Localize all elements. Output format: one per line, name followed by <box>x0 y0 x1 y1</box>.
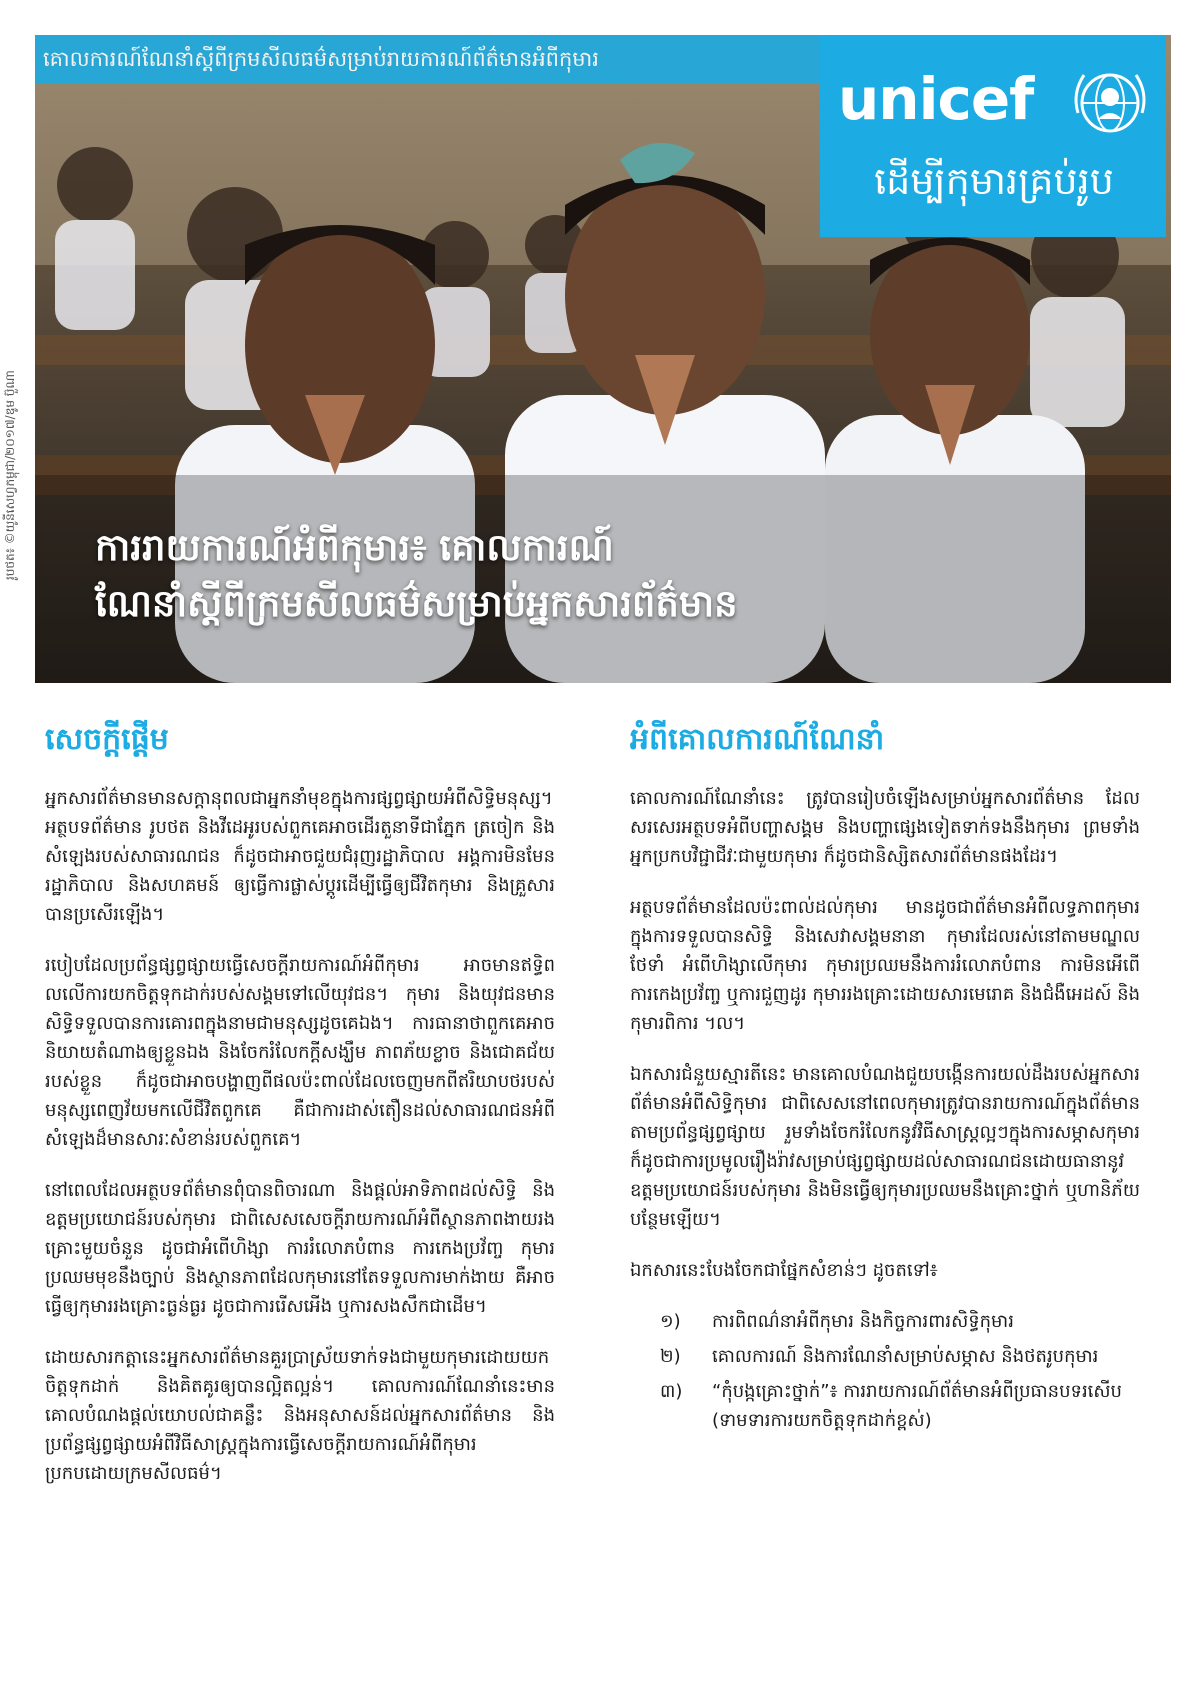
logo-tagline: ដើម្បីកុមារគ្រប់រូប <box>874 159 1114 203</box>
list-item-number: ៣) <box>660 1381 683 1402</box>
list-item <box>660 1377 1140 1435</box>
document-header-bar: គោលការណ៍ណែនាំស្តីពីក្រមសីលធម៌សម្រាប់រាយការណ៍ព័ត៌មានអំពីកុមារ <box>35 35 920 83</box>
about-paragraph: ឯកសារនេះបែងចែកជាផ្នែកសំខាន់ៗ ដូចតទៅ៖ <box>630 1260 938 1281</box>
main-title-line-1: ការរាយការណ៍អំពីកុមារ៖ គោលការណ៍ <box>95 526 614 569</box>
unicef-emblem-icon <box>1070 63 1150 143</box>
about-heading: អំពីគោលការណ៍ណែនាំ <box>630 722 885 757</box>
intro-column <box>45 720 555 1510</box>
intro-paragraph: អ្នកសារព័ត៌មានមានសក្តានុពលជាអ្នកនាំមុខក្នុងការផ្សព្វផ្សាយអំពីសិទ្ធិមនុស្ស។ អត្ថបទព័ត៌មាន រូបថត និងវីដេអូរបស់ពួកគេអាចដើរតួនាទីជាភ្នែក ត្រចៀក និងសំឡេងរបស់សាធារណជន ក៏ដូចជាអាចជួយជំរុញរដ្ឋាភិបាល អង្គការមិនមែនរដ្ឋាភិបាល និងសហគមន៍ ឲ្យធ្វើការផ្លាស់ប្តូរដើម្បីធ្វើឲ្យជីវិតកុមារ និងគ្រួសារបានប្រសើរឡើង។ <box>45 788 555 925</box>
list-item-number: ២) <box>660 1346 681 1367</box>
about-paragraph: គោលការណ៍ណែនាំនេះ ត្រូវបានរៀបចំឡើងសម្រាប់អ្នកសារព័ត៌មាន ដែលសរសេរអត្ថបទអំពីបញ្ហាសង្គម និងបញ្ហាផ្សេងទៀតទាក់ទងនឹងកុមារ ព្រមទាំងអ្នកប្រកបវិជ្ជាជីវៈជាមួយកុមារ ក៏ដូចជានិស្សិតសារព័ត៌មានផងដែរ។ <box>630 788 1140 867</box>
logo-wordmark: unicef <box>838 65 1034 133</box>
intro-paragraph: នៅពេលដែលអត្ថបទព័ត៌មានពុំបានពិចារណា និងផ្តល់អាទិភាពដល់សិទ្ធិ និងឧត្តមប្រយោជន៍របស់កុមារ ជាពិសេសសេចក្តីរាយការណ៍អំពីស្ថានភាពងាយរងគ្រោះមួយចំនួន ដូចជាអំពើហិង្សា ការរំលោភបំពាន ការកេងប្រវ័ញ្ច កុមារប្រឈមមុខនឹងច្បាប់ និងស្ថានភាពដែលកុមារនៅតែទទួលការមាក់ងាយ គឺអាចធ្វើឲ្យកុមាររងគ្រោះធ្ងន់ធ្ងរ ដូចជាការរើសអើង ឬការសងសឹកជាដើម។ <box>45 1180 555 1317</box>
list-item-text: “កុំបង្កគ្រោះថ្នាក់”៖ ការរាយការណ៍ព័ត៌មានអំពីប្រធានបទរសើប (ទាមទារការយកចិត្តទុកដាក់ខ្ពស់) <box>712 1381 1122 1431</box>
intro-paragraph: របៀបដែលប្រព័ន្ធផ្សព្វផ្សាយធ្វើសេចក្តីរាយការណ៍អំពីកុមារ អាចមានឥទ្ធិពលលើការយកចិត្តទុកដាក់របស់សង្គមទៅលើយុវជន។ កុមារ និងយុវជនមានសិទ្ធិទទួលបានការគោរពក្នុងនាមជាមនុស្សដូចគេឯង។ ការធានាថាពួកគេអាចនិយាយតំណាងឲ្យខ្លួនឯង និងចែករំលែកក្តីសង្ឃឹម ភាពភ័យខ្លាច និងជោគជ័យរបស់ខ្លួន ក៏ដូចជាអាចបង្ហាញពីផលប៉ះពាល់ដែលចេញមកពីឥរិយាបថរបស់មនុស្សពេញវ័យមកលើជីវិតពួកគេ គឺជាការដាស់តឿនដល់សាធារណជនអំពីសំឡេងដ៏មានសារៈសំខាន់របស់ពួកគេ។ <box>45 955 555 1150</box>
list-item-number: ១) <box>660 1311 681 1332</box>
intro-paragraph: ដោយសារកត្តានេះអ្នកសារព័ត៌មានគួរប្រាស្រ័យទាក់ទងជាមួយកុមារដោយយកចិត្តទុកដាក់ និងគិតគូរឲ្យបានល្អិតល្អន់។ គោលការណ៍ណែនាំនេះមានគោលបំណងផ្តល់យោបល់ជាគន្លឹះ និងអនុសាសន៍ដល់អ្នកសារព័ត៌មាន និងប្រព័ន្ធផ្សព្វផ្សាយអំពីវិធីសាស្ត្រក្នុងការធ្វើសេចក្តីរាយការណ៍អំពីកុមារប្រកបដោយក្រមសីលធម៌។ <box>45 1347 555 1484</box>
list-item-text: ការពិពណ៌នាអំពីកុមារ និងកិច្ចការពារសិទ្ធិកុមារ <box>712 1311 1014 1332</box>
list-item <box>660 1342 1140 1371</box>
photo-credit: រូបថត៖ ©យូនីសេហ្វកម្ពុជា/២០១៧/ឌូម ប៊ួណា <box>3 370 17 580</box>
intro-heading: សេចក្តីផ្តើម <box>45 722 169 757</box>
about-column <box>630 720 1140 1441</box>
main-title-line-2: ណែនាំស្តីពីក្រមសីលធម៌សម្រាប់អ្នកសារព័ត៌មាន <box>95 582 738 625</box>
unicef-logo-block <box>820 35 1166 237</box>
sections-list <box>660 1307 1140 1435</box>
main-title <box>95 520 1135 632</box>
list-item <box>660 1307 1140 1336</box>
list-item-text: គោលការណ៍ និងការណែនាំសម្រាប់សម្ភាស និងថតរូបកុមារ <box>712 1346 1099 1367</box>
about-paragraph: ឯកសារជំនួយស្មារតីនេះ មានគោលបំណងជួយបង្កើនការយល់ដឹងរបស់អ្នកសារព័ត៌មានអំពីសិទ្ធិកុមារ ជាពិសេសនៅពេលកុមារត្រូវបានរាយការណ៍ក្នុងព័ត៌មាន តាមប្រព័ន្ធផ្សព្វផ្សាយ រួមទាំងចែករំលែកនូវវិធីសាស្ត្រល្អៗក្នុងការសម្ភាសកុមារ ក៏ដូចជាការប្រមូលរឿងរ៉ាវសម្រាប់ផ្សព្វផ្សាយដល់សាធារណជនដោយធានានូវឧត្តមប្រយោជន៍របស់កុមារ និងមិនធ្វើឲ្យកុមារប្រឈមនឹងគ្រោះថ្នាក់ ឬហានិភ័យបន្ថែមឡើយ។ <box>630 1064 1140 1230</box>
about-paragraph: អត្ថបទព័ត៌មានដែលប៉ះពាល់ដល់កុមារ មានដូចជាព័ត៌មានអំពីលទ្ធភាពកុមារក្នុងការទទួលបានសិទ្ធិ និងសេវាសង្គមនានា កុមារដែលរស់នៅតាមមណ្ឌលថែទាំ អំពើហិង្សាលើកុមារ កុមារប្រឈមនឹងការរំលោភបំពាន ការមិនអើពើ ការកេងប្រវ័ញ្ច ឬការជួញដូរ កុមាររងគ្រោះដោយសារមេរោគ និងជំងឺអេដស៍ និងកុមារពិការ ។ល។ <box>630 897 1140 1034</box>
